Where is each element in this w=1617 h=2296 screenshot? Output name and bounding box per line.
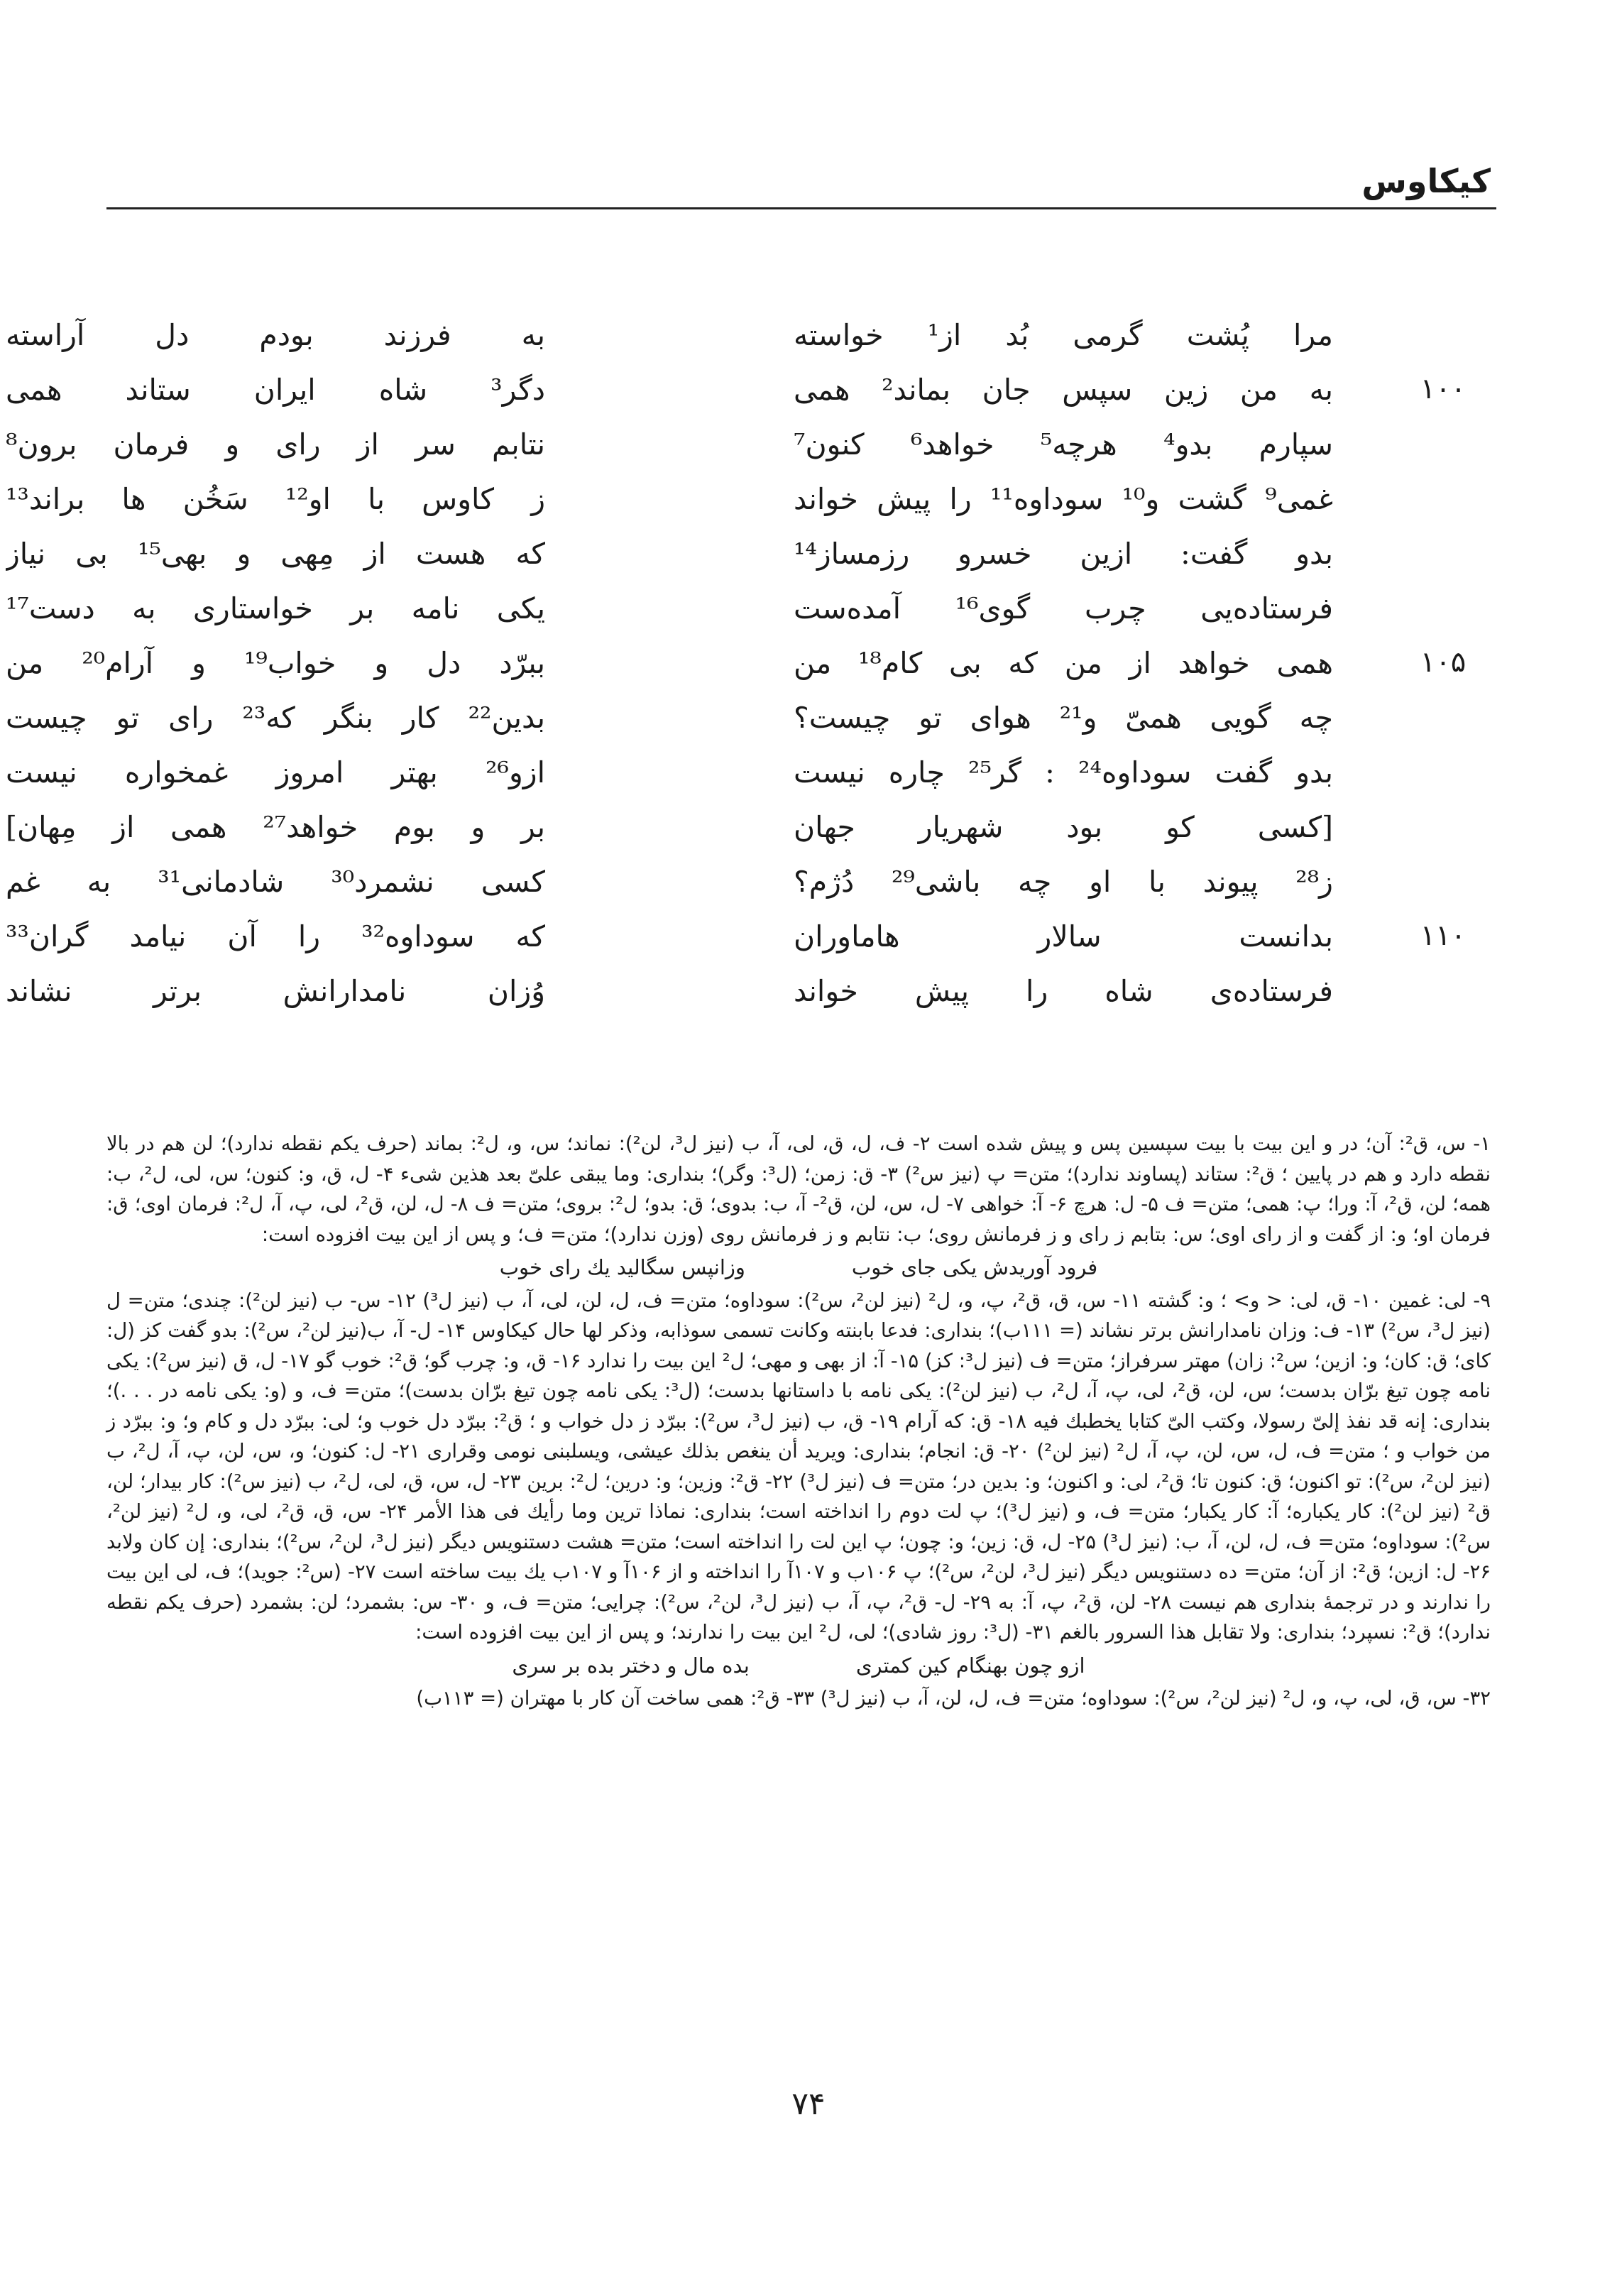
page-number: ۷۴ [791, 2086, 826, 2122]
couplet-left-hemistich: وزانپس سگالید یك رای خوب [499, 1255, 745, 1279]
added-couplet [106, 1651, 1491, 1681]
left-hemistich: بدین²² کار بنگر که²³ رای تو چیست [6, 701, 545, 735]
couplet-right-hemistich: ازو چون بهنگام کین کمتری [855, 1653, 1085, 1678]
verse-row [6, 646, 1496, 689]
verse-number: ۱۰۰ [1420, 373, 1467, 405]
couplet-left-hemistich: بده مال و دختر بده بر سری [512, 1653, 750, 1678]
verse-row [6, 755, 1496, 798]
verse-block [6, 318, 1496, 1035]
left-hemistich: کسی نشمرد³⁰ شادمانی³¹ به غم [6, 865, 545, 899]
footnote-paragraph: ۳۲- س، ق، لی، پ، و، ل² (نیز لن²، س²): سوداوه؛ متن= ف، ل، لن، آ، ب (نیز ل³) ۳۳- ق²: همی ساخت آن کار با مهتران (= ۱۱۳ب) [416, 1687, 1491, 1710]
verse-row [6, 974, 1496, 1017]
verse-row [6, 318, 1496, 361]
left-hemistich: بر و بوم خواهد²⁷ همی از مِهان] [6, 810, 545, 844]
right-hemistich: بدو گفت سوداوه²⁴ : گر²⁵ چاره نیست [794, 755, 1333, 789]
verse-row [6, 373, 1496, 415]
right-hemistich: غمی⁹ گشت و¹⁰ سوداوه¹¹ را پیش خواند [794, 482, 1333, 516]
right-hemistich: مرا پُشت گرمی بُد از¹ خواسته [794, 318, 1333, 352]
left-hemistich: ازو²⁶ بهتر امروز غمخواره نیست [6, 755, 545, 789]
left-hemistich: یکی نامه بر خواستاری به دست¹⁷ [6, 591, 545, 625]
left-hemistich: نتابم سر از رای و فرمان برون⁸ [6, 427, 545, 461]
left-hemistich: وُزان نامدارانش برتر نشاند [6, 974, 545, 1008]
verse-number: ۱۰۵ [1420, 646, 1467, 679]
left-hemistich: به فرزند بودم دل آراسته [6, 318, 545, 352]
added-couplet [106, 1252, 1491, 1283]
right-hemistich: ز²⁸ پیوند با او چه باشی²⁹ دُژم؟ [794, 865, 1333, 899]
verse-row [6, 427, 1496, 470]
running-head: کیکاوس [1361, 162, 1491, 200]
right-hemistich: به من زین سپس جان بماند² همی [794, 373, 1333, 407]
header-rule [106, 207, 1496, 209]
verse-row [6, 919, 1496, 962]
left-hemistich: که سوداوه³² را آن نیامد گران³³ [6, 919, 545, 953]
footnote-paragraph: ۹- لی: غمین ۱۰- ق، لی: < و> ؛ و: گشته ۱۱- س، ق، ق²، پ، و، ل² (نیز لن²، س²): سوداوه؛ متن= ف، ل، لن، لی، آ، ب (نیز ل³) ۱۲- س- ب (نیز لن²): چندی؛ متن= ل (نیز ل³، س²) ۱۳- ف: وزان نامدارانش برتر نشاند (= ۱۱۱ب)؛ بنداری: فدعا بابنته وکانت تسمی سوذابه، وذکر لها حال کیکاوس ۱۴- ل- آ، ب(نیز لن²، س²): بدو گفت کز (ل: کای؛ ق: کان؛ و: ازین؛ س²: زان) مهتر سرفراز؛ متن= ف (نیز ل³: کز) ۱۵- آ: از بهی و مهی؛ ل² این بیت را ندارد ۱۶- ق، و: چرب گو؛ ق²: خوب گو ۱۷- ل، ق (نیز س²): یکی نامه چون تیغ برّان بدست؛ س، لن، ق²، لی، پ، آ، ل²، ب (نیز لن²): یکی نامه با داستانها بدست؛ (ل³: یکی نامه چون تیغ برّان بدست)؛ متن= ف، و (و: یکی نامه در . . .)؛ بنداری: إنه قد نفذ إلیّ رسولا، وکتب الیّ کتابا یخطبك فیه ۱۸- ق: که آرام ۱۹- ق، ب (نیز ل³، س²): ببرّد ز دل خواب و ؛ ق²: ببرّد دل خوب و؛ لی: ببرّد دل و کام و؛ و: ببرّد ز من خواب و ؛ متن= ف، ل، س، لن، پ، آ، ل² (نیز لن²) ۲۰- ق: انجام؛ بنداری: ویرید أن ینغص بذلك عیشی، ویسلبنی نومی وقراری ۲۱- ل: کنون؛ و، س، لن، پ، آ، ل²، ب (نیز لن²، س²): تو اکنون؛ ق: کنون تا؛ ق²، لی: و اکنون؛ و: بدین در؛ متن= ف (نیز ل³) ۲۲- ق²: وزین؛ و: درین؛ ل²: برین ۲۳- ل، س، ق، لی، ل²، ب (نیز س²): کار بیدار؛ لن، ق² (نیز لن²): کار یکباره؛ آ: کار یکبار؛ متن= ف، و (نیز ل³)؛ پ لت دوم را انداخته است؛ بنداری: نماذا ترین وما رأیك فی هذا الأمر ۲۴- س، ق، ق²، لی، و، ل² (نیز لن²، س²): سوداوه؛ متن= ف، ل، لن، آ، ب: (نیز ل³) ۲۵- ل، ق: زین؛ و: چون؛ پ این لت را انداخته است؛ متن= هشت دستنویس دیگر (نیز ل³، لن²، س²)؛ بنداری: إن کان ولابد ۲۶- ل: ازین؛ ق²: از آن؛ متن= ده دستنویس دیگر (نیز ل³، لن²، س²)؛ پ ۱۰۶ب و ۱۰۷آ را انداخته و از ۱۰۶آ و ۱۰۷ب یك بیت ساخته است ۲۷- (س²: جوید)؛ ف، لی این بیت را ندارند و در ترجمهٔ بنداری هم نیست ۲۸- لن، ق²، پ، آ: به ۲۹- ل- ق²، پ، آ، ب (نیز ل³، لن²، س²): چرایی؛ متن= ف، و ۳۰- س: بشمرد؛ لن: بشمرد (حرف یکم نقطه ندارد)؛ ق²: نسپرد؛ بنداری: ولا تقابل هذا السرور بالغم ۳۱- (ل³: روز شادی)؛ لی، ل² این بیت را ندارند؛ و پس از این بیت افزوده است: [106, 1289, 1491, 1644]
verse-row [6, 591, 1496, 634]
footnote-paragraph: ۱- س، ق²: آن؛ در و این بیت با بیت سپسین پس و پیش شده است ۲- ف، ل، ق، لی، آ، ب (نیز ل³، لن²): نماند؛ س، و، ل²: بماند (حرف یکم نقطه ندارد)؛ لن هم در بالا نقطه دارد و هم در پایین ؛ ق²: ستاند (پساوند ندارد)؛ متن= پ (نیز س²) ۳- ق: زمن؛ (ل³: وگر)؛ بنداری: وما یبقی علیّ بعد هذین شیء ۴- ل، ق، و: کنون؛ س، لی، ل²، ب: همه؛ لن، ق²، آ: ورا؛ پ: همی؛ متن= ف ۵- ل: هرچ ۶- آ: خواهی ۷- ل، س، لن، ق²- آ، ب: بدوی؛ ق: بدو؛ ل²: بروی؛ متن= ف ۸- ل، لن، ق²، لی، پ، آ، ل²: فرمان اوی؛ ق: فرمان او؛ و: از گفت و از رای اوی؛ س: بتابم ز رای و ز فرمانش روی؛ ب: نتابم و ز فرمانش روی (وزن ندارد)؛ متن= ف؛ و پس از این بیت افزوده است: [106, 1132, 1491, 1246]
right-hemistich: [کسی کو بود شهریار جهان [794, 810, 1333, 844]
right-hemistich: بدانست سالار هاماوران [794, 919, 1333, 953]
verse-row [6, 865, 1496, 907]
verse-row [6, 482, 1496, 525]
right-hemistich: چه گویی همیّ و²¹ هوای تو چیست؟ [794, 701, 1333, 735]
verse-row [6, 810, 1496, 853]
left-hemistich: ببرّد دل و خواب¹⁹ و آرام²⁰ من [6, 646, 545, 680]
verse-row [6, 537, 1496, 579]
left-hemistich: که هست از مِهی و بهی¹⁵ بی نیاز [6, 537, 545, 571]
footnotes [106, 1129, 1491, 1714]
right-hemistich: سپارم بدو⁴ هرچه⁵ خواهد⁶ کنون⁷ [794, 427, 1333, 461]
right-hemistich: فرستاده‌ی شاه را پیش خواند [794, 974, 1333, 1008]
right-hemistich: بدو گفت: ازین خسرو رزمساز¹⁴ [794, 537, 1333, 571]
right-hemistich: همی خواهد از من که بی کام¹⁸ من [794, 646, 1333, 680]
right-hemistich: فرستاده‌یی چرب گوی¹⁶ آمده‌ست [794, 591, 1333, 625]
verse-number: ۱۱۰ [1420, 919, 1467, 952]
couplet-right-hemistich: فرود آوریدش یکی جای خوب [851, 1255, 1098, 1279]
verse-row [6, 701, 1496, 743]
left-hemistich: دگر³ شاه ایران ستاند همی [6, 373, 545, 407]
left-hemistich: ز کاوس با او¹² سَخُن ها براند¹³ [6, 482, 545, 516]
